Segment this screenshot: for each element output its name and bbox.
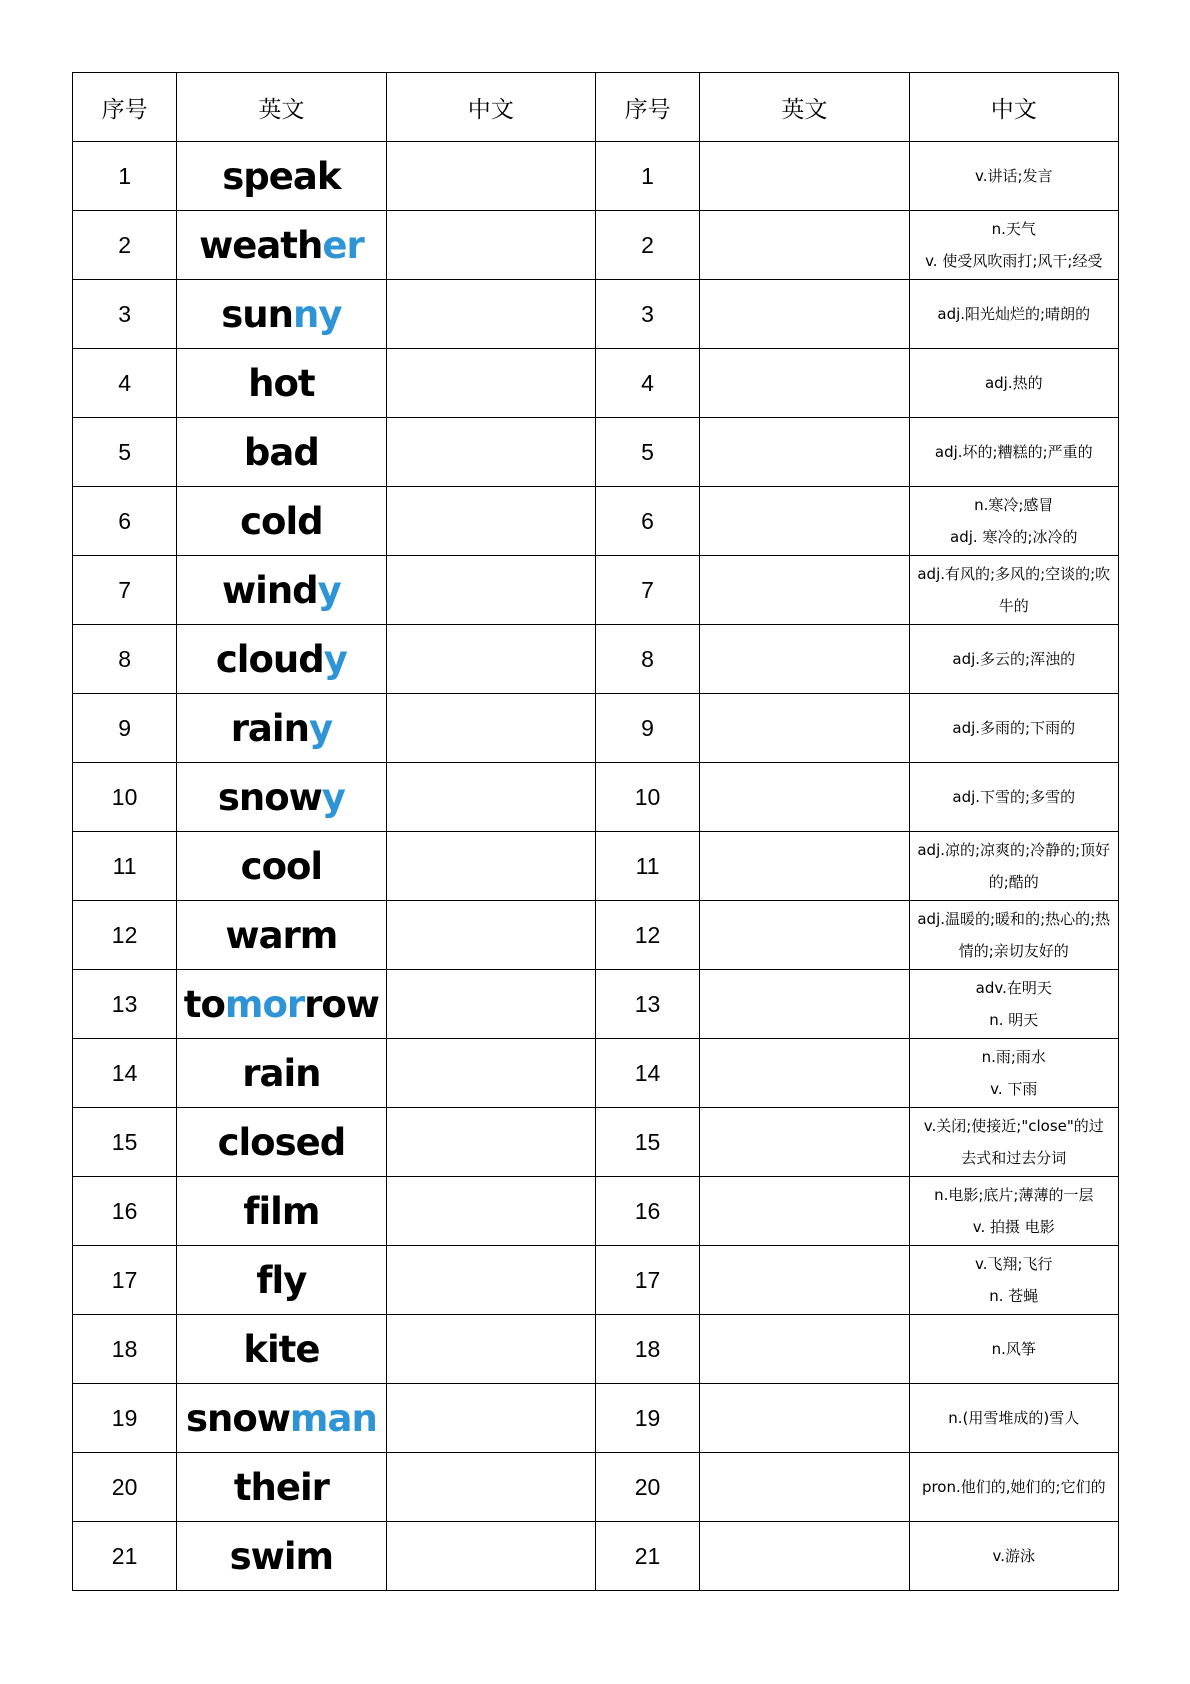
row-index-right: 20 — [595, 1453, 699, 1522]
word-part: fly — [256, 1258, 307, 1302]
table-row — [73, 901, 1119, 970]
chinese-answer-blank[interactable] — [386, 901, 595, 970]
english-answer-blank[interactable] — [700, 142, 909, 211]
row-index-right: 6 — [595, 487, 699, 556]
word-part: closed — [217, 1120, 346, 1164]
english-word — [177, 349, 386, 418]
meaning-line: v. 使受风吹雨打;风干;经受 — [925, 252, 1103, 270]
meaning-line: 情的;亲切友好的 — [958, 942, 1069, 960]
row-index-left: 2 — [73, 211, 177, 280]
english-answer-blank[interactable] — [700, 625, 909, 694]
table-row — [73, 625, 1119, 694]
chinese-answer-blank[interactable] — [386, 142, 595, 211]
table-row — [73, 1108, 1119, 1177]
row-index-right: 4 — [595, 349, 699, 418]
table-row — [73, 142, 1119, 211]
english-word — [177, 1384, 386, 1453]
meaning-line: adj.有风的;多风的;空谈的;吹 — [917, 565, 1111, 583]
meaning-line: 牛的 — [998, 597, 1029, 615]
english-word — [177, 1108, 386, 1177]
meaning-line: 去式和过去分词 — [961, 1149, 1067, 1167]
meaning-line: adj.多云的;浑浊的 — [952, 650, 1076, 668]
row-index-right: 18 — [595, 1315, 699, 1384]
row-index-right: 7 — [595, 556, 699, 625]
meaning-line: n.(用雪堆成的)雪人 — [948, 1409, 1080, 1427]
meaning-line: adv.在明天 — [975, 979, 1052, 997]
row-index-right: 15 — [595, 1108, 699, 1177]
chinese-answer-blank[interactable] — [386, 349, 595, 418]
english-word — [177, 142, 386, 211]
row-index-right: 17 — [595, 1246, 699, 1315]
meaning-line: adj.热的 — [984, 374, 1043, 392]
chinese-answer-blank[interactable] — [386, 1384, 595, 1453]
word-part: sun — [221, 292, 293, 336]
chinese-answer-blank[interactable] — [386, 1246, 595, 1315]
chinese-answer-blank[interactable] — [386, 1522, 595, 1591]
english-answer-blank[interactable] — [700, 418, 909, 487]
table-row — [73, 1246, 1119, 1315]
row-index-left: 11 — [73, 832, 177, 901]
row-index-right: 21 — [595, 1522, 699, 1591]
row-index-right: 10 — [595, 763, 699, 832]
chinese-meaning — [909, 1108, 1118, 1177]
meaning-line: pron.他们的,她们的;它们的 — [921, 1478, 1106, 1496]
english-answer-blank[interactable] — [700, 832, 909, 901]
vocabulary-table — [72, 72, 1119, 1591]
chinese-meaning — [909, 1522, 1118, 1591]
word-part-highlighted: y — [323, 637, 347, 681]
meaning-line: adj.凉的;凉爽的;冷静的;顶好 — [917, 841, 1111, 859]
row-index-left: 21 — [73, 1522, 177, 1591]
word-part-highlighted: man — [289, 1396, 377, 1440]
row-index-left: 1 — [73, 142, 177, 211]
row-index-left: 9 — [73, 694, 177, 763]
table-row — [73, 211, 1119, 280]
chinese-answer-blank[interactable] — [386, 763, 595, 832]
row-index-right: 19 — [595, 1384, 699, 1453]
chinese-answer-blank[interactable] — [386, 1039, 595, 1108]
row-index-right: 11 — [595, 832, 699, 901]
word-part: rain — [230, 706, 309, 750]
word-part: snow — [217, 775, 322, 819]
meaning-line: adj.温暖的;暖和的;热心的;热 — [917, 910, 1111, 928]
english-word — [177, 1315, 386, 1384]
chinese-meaning — [909, 625, 1118, 694]
table-row — [73, 1039, 1119, 1108]
row-index-right: 14 — [595, 1039, 699, 1108]
chinese-meaning — [909, 142, 1118, 211]
english-word — [177, 487, 386, 556]
english-word — [177, 970, 386, 1039]
table-row — [73, 1453, 1119, 1522]
chinese-meaning — [909, 1315, 1118, 1384]
meaning-line: v.飞翔;飞行 — [975, 1255, 1053, 1273]
chinese-answer-blank[interactable] — [386, 970, 595, 1039]
row-index-left: 3 — [73, 280, 177, 349]
word-part: weath — [199, 223, 323, 267]
table-row — [73, 418, 1119, 487]
meaning-line: v.游泳 — [992, 1547, 1036, 1565]
row-index-right: 13 — [595, 970, 699, 1039]
english-answer-blank[interactable] — [700, 1315, 909, 1384]
table-row — [73, 556, 1119, 625]
row-index-left: 20 — [73, 1453, 177, 1522]
row-index-left: 6 — [73, 487, 177, 556]
chinese-meaning — [909, 694, 1118, 763]
row-index-right: 16 — [595, 1177, 699, 1246]
meaning-line: n.天气 — [991, 220, 1036, 238]
header-index-right: 序号 — [595, 73, 699, 142]
english-answer-blank[interactable] — [700, 487, 909, 556]
word-part-highlighted: y — [317, 568, 341, 612]
table-row — [73, 1177, 1119, 1246]
chinese-meaning — [909, 1177, 1118, 1246]
english-word — [177, 832, 386, 901]
table-row — [73, 1315, 1119, 1384]
english-word — [177, 418, 386, 487]
header-chinese-left: 中文 — [386, 73, 595, 142]
english-word — [177, 211, 386, 280]
meaning-line: n. 苍蝇 — [989, 1287, 1039, 1305]
word-part: bad — [243, 430, 319, 474]
word-part: cool — [240, 844, 323, 888]
word-part: swim — [229, 1534, 334, 1578]
english-answer-blank[interactable] — [700, 1177, 909, 1246]
meaning-line: n. 明天 — [989, 1011, 1039, 1029]
meaning-line: n.雨;雨水 — [981, 1048, 1046, 1066]
meaning-line: adj. 寒冷的;冰冷的 — [950, 528, 1078, 546]
row-index-right: 2 — [595, 211, 699, 280]
word-part: snow — [185, 1396, 290, 1440]
row-index-right: 5 — [595, 418, 699, 487]
english-answer-blank[interactable] — [700, 1039, 909, 1108]
chinese-answer-blank[interactable] — [386, 694, 595, 763]
chinese-meaning — [909, 487, 1118, 556]
meaning-line: 的;酷的 — [988, 873, 1039, 891]
table-row — [73, 970, 1119, 1039]
table-row — [73, 1384, 1119, 1453]
english-word — [177, 1177, 386, 1246]
chinese-meaning — [909, 901, 1118, 970]
english-answer-blank[interactable] — [700, 1522, 909, 1591]
chinese-meaning — [909, 1039, 1118, 1108]
meaning-line: v.讲话;发言 — [975, 167, 1053, 185]
english-word — [177, 901, 386, 970]
chinese-meaning — [909, 970, 1118, 1039]
meaning-line: adj.下雪的;多雪的 — [952, 788, 1076, 806]
row-index-right: 1 — [595, 142, 699, 211]
chinese-meaning — [909, 556, 1118, 625]
table-row — [73, 349, 1119, 418]
english-word — [177, 1039, 386, 1108]
row-index-left: 10 — [73, 763, 177, 832]
row-index-left: 18 — [73, 1315, 177, 1384]
row-index-left: 12 — [73, 901, 177, 970]
english-answer-blank[interactable] — [700, 280, 909, 349]
meaning-line: v.关闭;使接近;"close"的过 — [923, 1117, 1104, 1135]
word-part-highlighted: mor — [224, 982, 305, 1026]
english-word — [177, 1453, 386, 1522]
english-word — [177, 280, 386, 349]
chinese-meaning — [909, 1453, 1118, 1522]
table-row — [73, 832, 1119, 901]
header-chinese-right: 中文 — [909, 73, 1118, 142]
chinese-meaning — [909, 1384, 1118, 1453]
english-answer-blank[interactable] — [700, 1453, 909, 1522]
chinese-answer-blank[interactable] — [386, 1315, 595, 1384]
table-row — [73, 280, 1119, 349]
header-index-left: 序号 — [73, 73, 177, 142]
english-answer-blank[interactable] — [700, 763, 909, 832]
meaning-line: n.寒冷;感冒 — [974, 496, 1054, 514]
meaning-line: adj.坏的;糟糕的;严重的 — [934, 443, 1093, 461]
chinese-answer-blank[interactable] — [386, 211, 595, 280]
row-index-left: 17 — [73, 1246, 177, 1315]
row-index-left: 8 — [73, 625, 177, 694]
word-part: to — [183, 982, 225, 1026]
chinese-answer-blank[interactable] — [386, 1177, 595, 1246]
table-row — [73, 487, 1119, 556]
word-part: cold — [240, 499, 323, 543]
meaning-line: v. 下雨 — [990, 1080, 1038, 1098]
chinese-answer-blank[interactable] — [386, 487, 595, 556]
meaning-line: adj.多雨的;下雨的 — [952, 719, 1076, 737]
english-word — [177, 1522, 386, 1591]
english-answer-blank[interactable] — [700, 1384, 909, 1453]
word-part-highlighted: er — [322, 223, 364, 267]
meaning-line: v. 拍摄 电影 — [972, 1218, 1055, 1236]
english-answer-blank[interactable] — [700, 349, 909, 418]
meaning-line: n.风筝 — [991, 1340, 1036, 1358]
chinese-answer-blank[interactable] — [386, 418, 595, 487]
row-index-left: 16 — [73, 1177, 177, 1246]
chinese-answer-blank[interactable] — [386, 832, 595, 901]
chinese-meaning — [909, 763, 1118, 832]
meaning-line: n.电影;底片;薄薄的一层 — [934, 1186, 1094, 1204]
table-row — [73, 694, 1119, 763]
chinese-meaning — [909, 1246, 1118, 1315]
english-word — [177, 556, 386, 625]
word-part: wind — [221, 568, 318, 612]
word-part-highlighted: y — [308, 706, 333, 750]
row-index-right: 9 — [595, 694, 699, 763]
row-index-left: 14 — [73, 1039, 177, 1108]
row-index-left: 5 — [73, 418, 177, 487]
word-part: cloud — [215, 637, 324, 681]
row-index-right: 3 — [595, 280, 699, 349]
chinese-meaning — [909, 211, 1118, 280]
word-part: their — [233, 1465, 329, 1509]
word-part: kite — [243, 1327, 320, 1371]
row-index-left: 7 — [73, 556, 177, 625]
row-index-right: 8 — [595, 625, 699, 694]
word-part: rain — [242, 1051, 321, 1095]
english-answer-blank[interactable] — [700, 211, 909, 280]
word-part: row — [304, 982, 379, 1026]
english-answer-blank[interactable] — [700, 694, 909, 763]
word-part-highlighted: ny — [293, 292, 342, 336]
english-answer-blank[interactable] — [700, 901, 909, 970]
english-answer-blank[interactable] — [700, 1108, 909, 1177]
word-part: warm — [225, 913, 338, 957]
meaning-line: adj.阳光灿烂的;晴朗的 — [937, 305, 1091, 323]
english-word — [177, 1246, 386, 1315]
english-word — [177, 694, 386, 763]
chinese-answer-blank[interactable] — [386, 1453, 595, 1522]
row-index-left: 13 — [73, 970, 177, 1039]
row-index-left: 19 — [73, 1384, 177, 1453]
chinese-meaning — [909, 832, 1118, 901]
english-answer-blank[interactable] — [700, 556, 909, 625]
chinese-meaning — [909, 349, 1118, 418]
english-word — [177, 625, 386, 694]
chinese-meaning — [909, 418, 1118, 487]
row-index-left: 15 — [73, 1108, 177, 1177]
english-answer-blank[interactable] — [700, 970, 909, 1039]
header-english-left: 英文 — [177, 73, 386, 142]
word-part: film — [243, 1189, 320, 1233]
table-row — [73, 763, 1119, 832]
header-row — [73, 73, 1119, 142]
chinese-answer-blank[interactable] — [386, 556, 595, 625]
row-index-left: 4 — [73, 349, 177, 418]
word-part: speak — [222, 154, 341, 198]
english-answer-blank[interactable] — [700, 1246, 909, 1315]
table-row — [73, 1522, 1119, 1591]
word-part-highlighted: y — [321, 775, 345, 819]
header-english-right: 英文 — [700, 73, 909, 142]
chinese-answer-blank[interactable] — [386, 280, 595, 349]
chinese-answer-blank[interactable] — [386, 625, 595, 694]
row-index-right: 12 — [595, 901, 699, 970]
word-part: hot — [248, 361, 315, 405]
english-word — [177, 763, 386, 832]
chinese-meaning — [909, 280, 1118, 349]
chinese-answer-blank[interactable] — [386, 1108, 595, 1177]
